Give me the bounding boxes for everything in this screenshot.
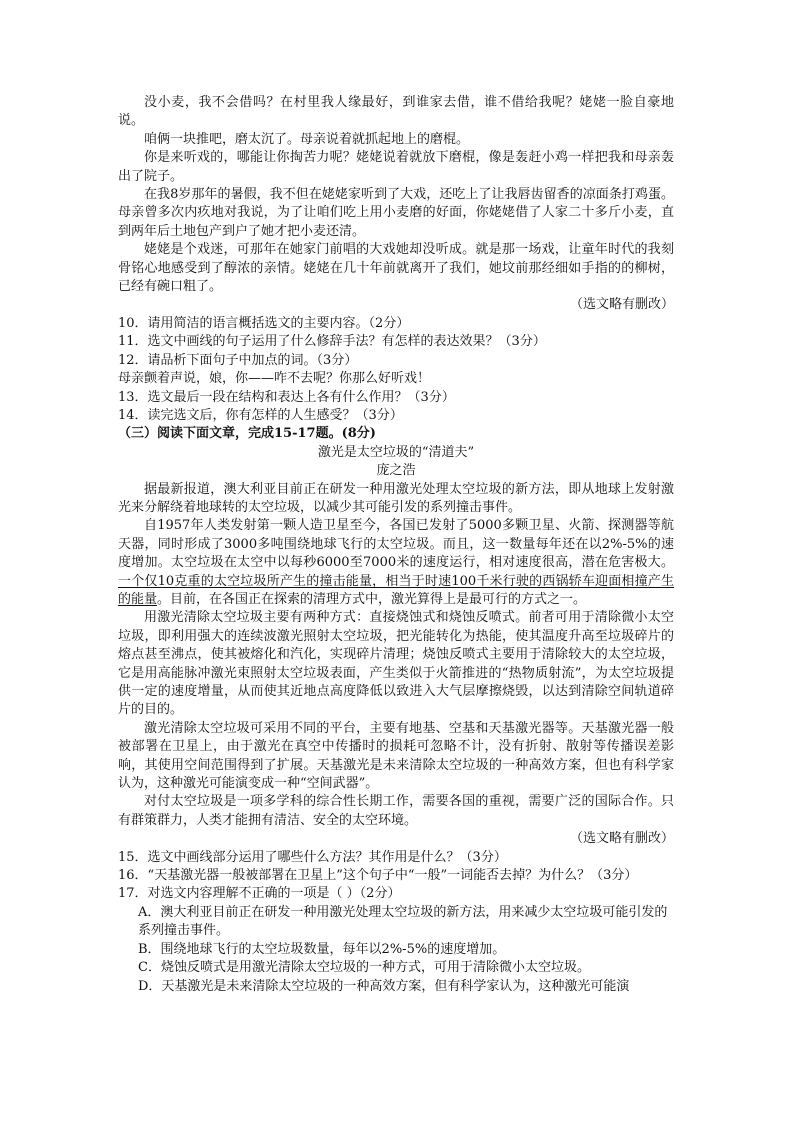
- article-text: 自1957年人类发射第一颗人造卫星至今，各国已发射了5000多颗卫星、火箭、探测器等航天器，同时形成了3000多吨围绕地球飞行的太空垃圾。而且，这一数量每年还在以2%-5%的速度增加。太空垃圾在太空中以每秒6000至7000米的速度运行，相对速度很高，潜在危害极大。: [118, 518, 674, 571]
- article-paragraph: 据最新报道，澳大利亚目前正在研发一种用激光处理太空垃圾的新方法，即从地球上发射激光来分解绕着地球转的太空垃圾，以减少其可能引发的系列撞击事件。: [118, 481, 674, 515]
- source-note: （选文略有删改）: [569, 831, 674, 847]
- article-paragraph: 激光清除太空垃圾可采用不同的平台，主要有地基、空基和天基激光器等。天基激光器一般被部署在卫星上，由于激光在真空中传播时的损耗可忽略不计，没有折射、散射等传播误差影响，其使用空间范围得到了扩展。天基激光是未来清除太空垃圾的一种高效方案，但也有科学家认为，这种激光可能演变成一种“空间武器”。: [118, 720, 674, 792]
- story-paragraph: 在我8岁那年的暑假，我不但在姥姥家听到了大戏，还吃上了让我唇齿留香的凉面条打鸡蛋。母亲曾多次内疚地对我说，为了让咱们吃上用小麦磨的好面，你姥姥借了人家二十多斤小麦，直到两年后土地包产到户了她才把小麦还清。: [118, 187, 674, 239]
- option-c: C．烧蚀反喷式是用激光清除太空垃圾的一种方式，可用于清除微小太空垃圾。: [138, 960, 590, 976]
- exam-page: [118, 94, 674, 996]
- question-17: 17．对选文内容理解不正确的一项是（ ）（2分）: [118, 886, 401, 902]
- story-paragraph: 咱俩一块推吧，磨太沉了。母亲说着就抓起地上的磨棍。: [144, 131, 470, 147]
- question-10: 10．请用简洁的语言概括选文的主要内容。（2分）: [118, 315, 410, 331]
- question-13: 13．选文最后一段在结构和表达上各有什么作用？（3分）: [118, 389, 455, 405]
- article-paragraph: [118, 517, 674, 609]
- quoted-sentence: 母亲颤着声说，娘，你——咋不去呢？你那么好听戏！: [118, 371, 431, 387]
- story-paragraph: 没小麦，我不会借吗？在村里我人缘最好，到谁家去借，谁不借给我呢？姥姥一脸自豪地说。: [118, 95, 674, 129]
- question-12: 12．请品析下面句子中加点的词。（3分）: [118, 352, 358, 368]
- question-14: 14．读完选文后，你有怎样的人生感受？（3分）: [118, 407, 403, 423]
- option-d: D．天基激光是未来清除太空垃圾的一种高效方案，但有科学家认为，这种激光可能演: [138, 978, 630, 994]
- question-16: 16．“天基激光器一般被部署在卫星上”这个句子中“一般”一词能否去掉？为什么？（3分）: [118, 868, 638, 884]
- article-title: 激光是太空垃圾的“清道夫”: [317, 444, 475, 460]
- question-15: 15．选文中画线部分运用了哪些什么方法？其作用是什么？（3分）: [118, 849, 507, 865]
- article-text: 。目前，在各国正在探索的清理方式中，激光算得上是最可行的方式之一。: [157, 591, 587, 607]
- story-paragraph: 你是来听戏的，哪能让你掏苦力呢？姥姥说着就放下磨棍，像是轰赶小鸡一样把我和母亲轰出了院子。: [118, 150, 674, 184]
- story-paragraph: 姥姥是个戏迷，可那年在她家门前唱的大戏她却没听成。就是那一场戏，让童年时代的我刻骨铭心地感受到了醇浓的亲情。姥姥在几十年前就离开了我们，她坟前那经细如手指的的柳树，已经有碗口粗了。: [118, 242, 674, 295]
- source-note: （选文略有删改）: [569, 297, 674, 313]
- option-b: B．围绕地球飞行的太空垃圾数量，每年以2%-5%的速度增加。: [138, 941, 506, 957]
- article-paragraph: 对付太空垃圾是一项多学科的综合性长期工作，需要各国的重视，需要广泛的国际合作。只有群策群力，人类才能拥有清洁、安全的太空环境。: [118, 794, 674, 828]
- article-author: 庞之浩: [376, 463, 416, 479]
- option-a: A．澳大利亚目前正在研发一种用激光处理太空垃圾的新方法，用来减少太空垃圾可能引发的系列撞击事件。: [138, 904, 668, 939]
- section-heading: （三）阅读下面文章，完成15-17题。(8分): [118, 426, 376, 442]
- underlined-sentence: 一个仅10克重的太空垃圾所产生的撞击能量，相当于时速100千米行驶的西锅轿车迎面相撞产生的能量: [118, 573, 674, 607]
- question-11: 11．选文中画线的句子运用了什么修辞手法？有怎样的表达效果？（3分）: [118, 334, 546, 350]
- article-paragraph: 用激光清除太空垃圾主要有两种方式：直接烧蚀式和烧蚀反喷式。前者可用于清除微小太空垃圾，即利用强大的连续波激光照射太空垃圾，把光能转化为热能，使其温度升高至垃圾碎片的熔点甚至沸点，使其被熔化和汽化，实现碎片清理；烧蚀反喷式主要用于清除较大的太空垃圾，它是用高能脉冲激光束照射太空垃圾表面，产生类似于火箭推进的“热物质射流”，为太空垃圾提供一定的速度增量，从而使其近地点高度降低以致进入大气层摩擦烧毁，以达到清除空间轨道碎片的目的。: [118, 610, 674, 718]
